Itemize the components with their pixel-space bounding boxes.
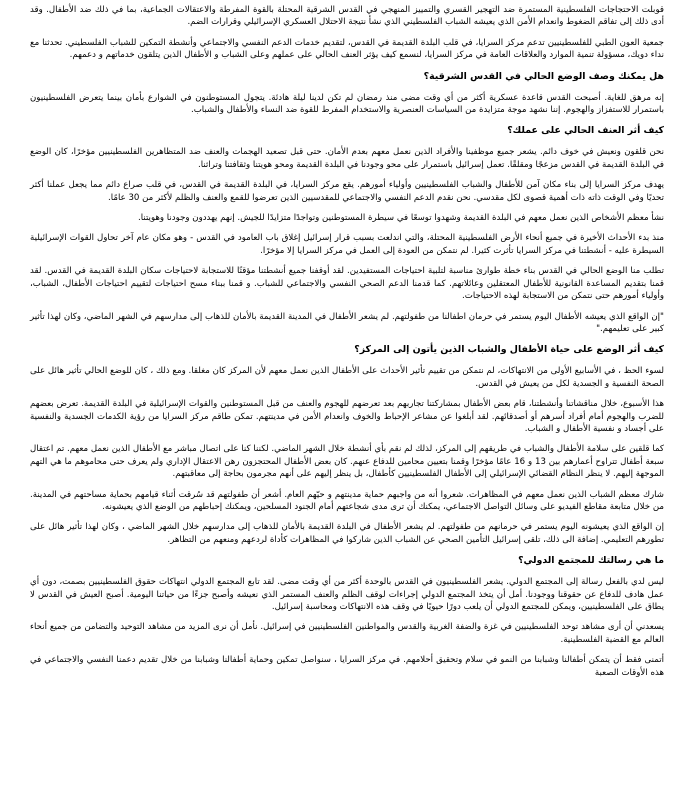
section-heading: كيف أثر الوضع على حياة الأطفال والشباب الذين يأتون إلى المركز؟	[354, 344, 664, 356]
section-heading: هل يمكنك وصف الوضع الحالي في القدس الشرقية؟	[423, 70, 664, 82]
paragraph: تطلب منا الوضع الحالي في القدس بناء خطة طوارئ مناسبة لتلبية احتياجات المستفيدين. لقد أوقفنا جميع أنشطتنا مؤقتًا للاستجابة لاحتياجات سكان البلدة القديمة في القدس. لقد قمنا بتقديم المساعدة القانونية للأطفال المعتقلين وعائلاتهم. كما قدمنا الدعم الصحي النفسي والاجتماعي للشباب. و قمنا ببناء مسح احتياجات لتقييم احتياجات الأطفال، الشباب، وأولياء أمورهم حتى نتمكن من الاستجابة لهذه الاحتياجات.	[30, 266, 664, 302]
paragraph: شارك معظم الشباب الذين نعمل معهم في المظاهرات. شعروا أنه من واجبهم حماية مدينتهم و حيّهم العام. أشعر أن طفولتهم قد سُرقت أثناء قيامهم بحماية مساحتهم في المدينة. من خلال متابعة مقاطع الفيديو على وسائل التواصل الاجتماعي، يمكنك أن ترى مدى شجاعتهم أمام الجنود المسلحين، ويمكنك إحباطهم من الوضع الذي يعيشونه.	[30, 489, 664, 512]
paragraph: أتمنى فقط أن يتمكن أطفالنا وشبابنا من النمو في سلام وتحقيق أحلامهم. في مركز السرايا ، سنواصل تمكين وحماية أطفالنا وشبابنا من خلال تقديم دعمنا النفسي والاجتماعي في هذه الأوقات الصعبة	[30, 655, 664, 678]
paragraph: نشأ معظم الأشخاص الذين نعمل معهم في البلدة القديمة وشهدوا توسعًا في سيطرة المستوطنين وتواجدًا متزايدًا للجيش. إنهم يهددون وجودنا وهويتنا.	[138, 213, 664, 224]
paragraph: يسعدني أن أرى مشاهد توحد الفلسطينيين في غزة والضفة الغربية والقدس والمواطنين الفلسطينيين في إسرائيل. نأمل أن نرى المزيد من مشاهد التوحيد والتضامن من جميع أنحاء العالم مع القضية الفلسطينية.	[30, 622, 664, 645]
quote-paragraph: "إن الواقع الذي يعيشه الأطفال اليوم يستمر في حرمان اطفالنا من طفولتهم. لم يشعر الأطفال في المدينة القديمة بالأمان للذهاب إلى مدارسهم في الشهر الماضي، وكان لهذا تأثير كبير على تعليمهم."	[30, 311, 664, 334]
paragraph: إنه مرهق للغاية. أصبحت القدس قاعدة عسكرية أكثر من أي وقت مضى منذ رمضان لم تكن لدينا ليلة هادئة. يتجول المستوطنون في الشوارع بأمان بينما يتعرض الفلسطينيون باستمرار للاستفزاز والهجوم. إننا نشهد موجة متزايدة من السياسات العنصرية والاستخدام المفرط للقوة ضد النساء والأطفال والشباب.	[30, 92, 664, 116]
paragraph: إن الواقع الذي يعيشونه اليوم يستمر في حرمانهم من طفولتهم. لم يشعر الأطفال في البلدة القديمة بالأمان للذهاب إلى مدارسهم خلال الشهر الماضي ، وكان لهذا تأثير هائل على تطورهم التعليمي. إضافة الى ذلك، تلقى إسرائيل التأمين الصحي عن الشباب الذين شاركوا في المظاهرات كأداة لردعهم ومنعهم من التظاهر.	[30, 522, 664, 545]
paragraph: كما قلقين على سلامة الأطفال والشباب في طريقهم إلى المركز، لذلك لم نقم بأي أنشطة خلال الشهر الماضي. لكننا كنا على اتصال مباشر مع الأطفال الذين نعمل معهم. تم اعتقال سبعة أطفال تتراوح أعمارهم بين 13 و 16 عامًا مؤخرًا وقمنا بتعيين محامين للدفاع عنهم. كان بعض الأطفال المحتجزون رهن الاعتقال الإداري ولم يعرف حتى محاموهم ما هي التهم الموجهة إليهم. لا ينظر النظام القضائي الإسرائيلي إلى الأطفال الفلسطينيين كأطفال، بل ينظر إليهم على أنهم مجرمون بحاجة إلى معاقبتهم.	[30, 444, 664, 480]
paragraph: لسوء الحظ ، في الأسابيع الأولى من الانتهاكات، لم نتمكن من تقييم تأثير الأحداث على الأطفال الذين نعمل معهم لأن المركز كان مغلقا. ومع ذلك ، كان للوضع الحالي تأثير هائل على الصحة النفسية و الجسدية لكل من يعيش في القدس.	[30, 366, 664, 389]
paragraph: يهدف مركز السرايا إلى بناء مكان آمن للأطفال والشباب الفلسطينيين وأولياء أمورهم. يقع مركز السرايا، في البلدة القديمة في القدس، في قلب صراع دائم مما يجعل عملنا أكثر تحديًا وفي الوقت ذاته ذات أهمية قصوى لكل مقدسي. نحن نقدم الدعم النفسي والاجتماعي للمقدسيين الذين تعرضوا للقمع والعنف والظلم لأكثر من 30 عامًا.	[30, 180, 664, 203]
paragraph: منذ بدء الأحداث الأخيرة في جميع أنحاء الأرض الفلسطينية المحتلة، والتي اندلعت بسبب قرار إسرائيل إغلاق باب العامود في القدس - وهو مكان عام آخر تحاول القوات الإسرائيلية السيطرة عليه - أنشطتنا في مركز السرايا تأثرت كثيرا. لم نتمكن من العودة إلى العمل في مركز السرايا إلا مؤخرًا.	[30, 233, 664, 256]
paragraph: نحن قلقون ونعيش في خوف دائم. يشعر جميع موظفينا والأفراد الذين نعمل معهم بعدم الأمان. حتى قبل تصعيد الهجمات والعنف ضد المتظاهرين الفلسطينيين مؤخرًا، كان الوضع في البلدة القديمة في القدس مزعجًا ومقلقًا. تعمل إسرائيل باستمرار على محو وجودنا في البلدة القديمة ومحو هويتنا وثقافتنا وتراثنا.	[30, 147, 664, 170]
section-heading: ما هي رسالتك للمجتمع الدولي؟	[518, 555, 664, 567]
paragraph: هذا الأسبوع، خلال مناقشاتنا وأنشطتنا، قام بعض الأطفال بمشاركتنا تجاربهم بعد تعرضهم للهجوم والعنف من قبل المستوطنين والقوات الإسرائيلية في البلدة القديمة. تعرض بعضهم للضرب والهجوم أمام أفراد أسرهم أو أصدقائهم. لقد أبلغوا عن مشاعر الإحباط والخوف وانعدام الأمن في مدينتهم. تمكن طاقم مركز السرايا من رؤية الكدمات الجسدية والنفسية على أجساد و نفسية الأطفال و الشباب.	[30, 399, 664, 434]
paragraph: قوبلت الاحتجاجات الفلسطينية المستمرة ضد التهجير القسري والتمييز المنهجي في القدس الشرقية المحتلة بالقوة المفرطة والاعتقالات الجماعية، بما في ذلك ضد الأطفال. وقد أدى ذلك إلى تفاقم الضغوط وانعدام الأمن الذي يعيشه الشباب الفلسطيني الذي نشأ نتيجة الاحتلال العسكري الإسرائيلي وقرارات الضم.	[30, 5, 664, 28]
paragraph: جمعية العون الطبي للفلسطينيين تدعم مركز السرايا، في قلب البلدة القديمة في القدس، لتقديم خدمات الدعم النفسي والاجتماعي وأنشطة التمكين للشباب الفلسطيني. تحدثنا مع نداء دويك، مسؤولة تنمية الموارد والعلاقات العامة في مركز السرايا، لنسمع كيف يؤثر العنف الحالي على عملهم وعلى الشباب و الأطفال الذين يتلقون خدماتهم و دعمهم.	[30, 37, 664, 61]
section-heading: كيف أثر العنف الحالي على عملك؟	[507, 125, 664, 137]
paragraph: ليس لدي بالفعل رسالة إلى المجتمع الدولي. يشعر الفلسطينيون في القدس بالوحدة أكثر من أي وقت مضى. لقد تابع المجتمع الدولي انتهاكات حقوق الفلسطينيين بصمت، دون أي عمل هادف للدفاع عن حقوقنا ووجودنا. أمل أن يتخذ المجتمع الدولي إجراءات لوقف الظلم والعنف المستمر الذي نعيشه وأصبح جزءًا من حياتنا اليومية. أصبح العيش في القدس لا يطاق على الفلسطينيين، ويمكن للمجتمع الدولي أن يلعب دورًا حيويًا في وقف هذه الانتهاكات ومحاسبة إسرائيل.	[30, 577, 664, 612]
